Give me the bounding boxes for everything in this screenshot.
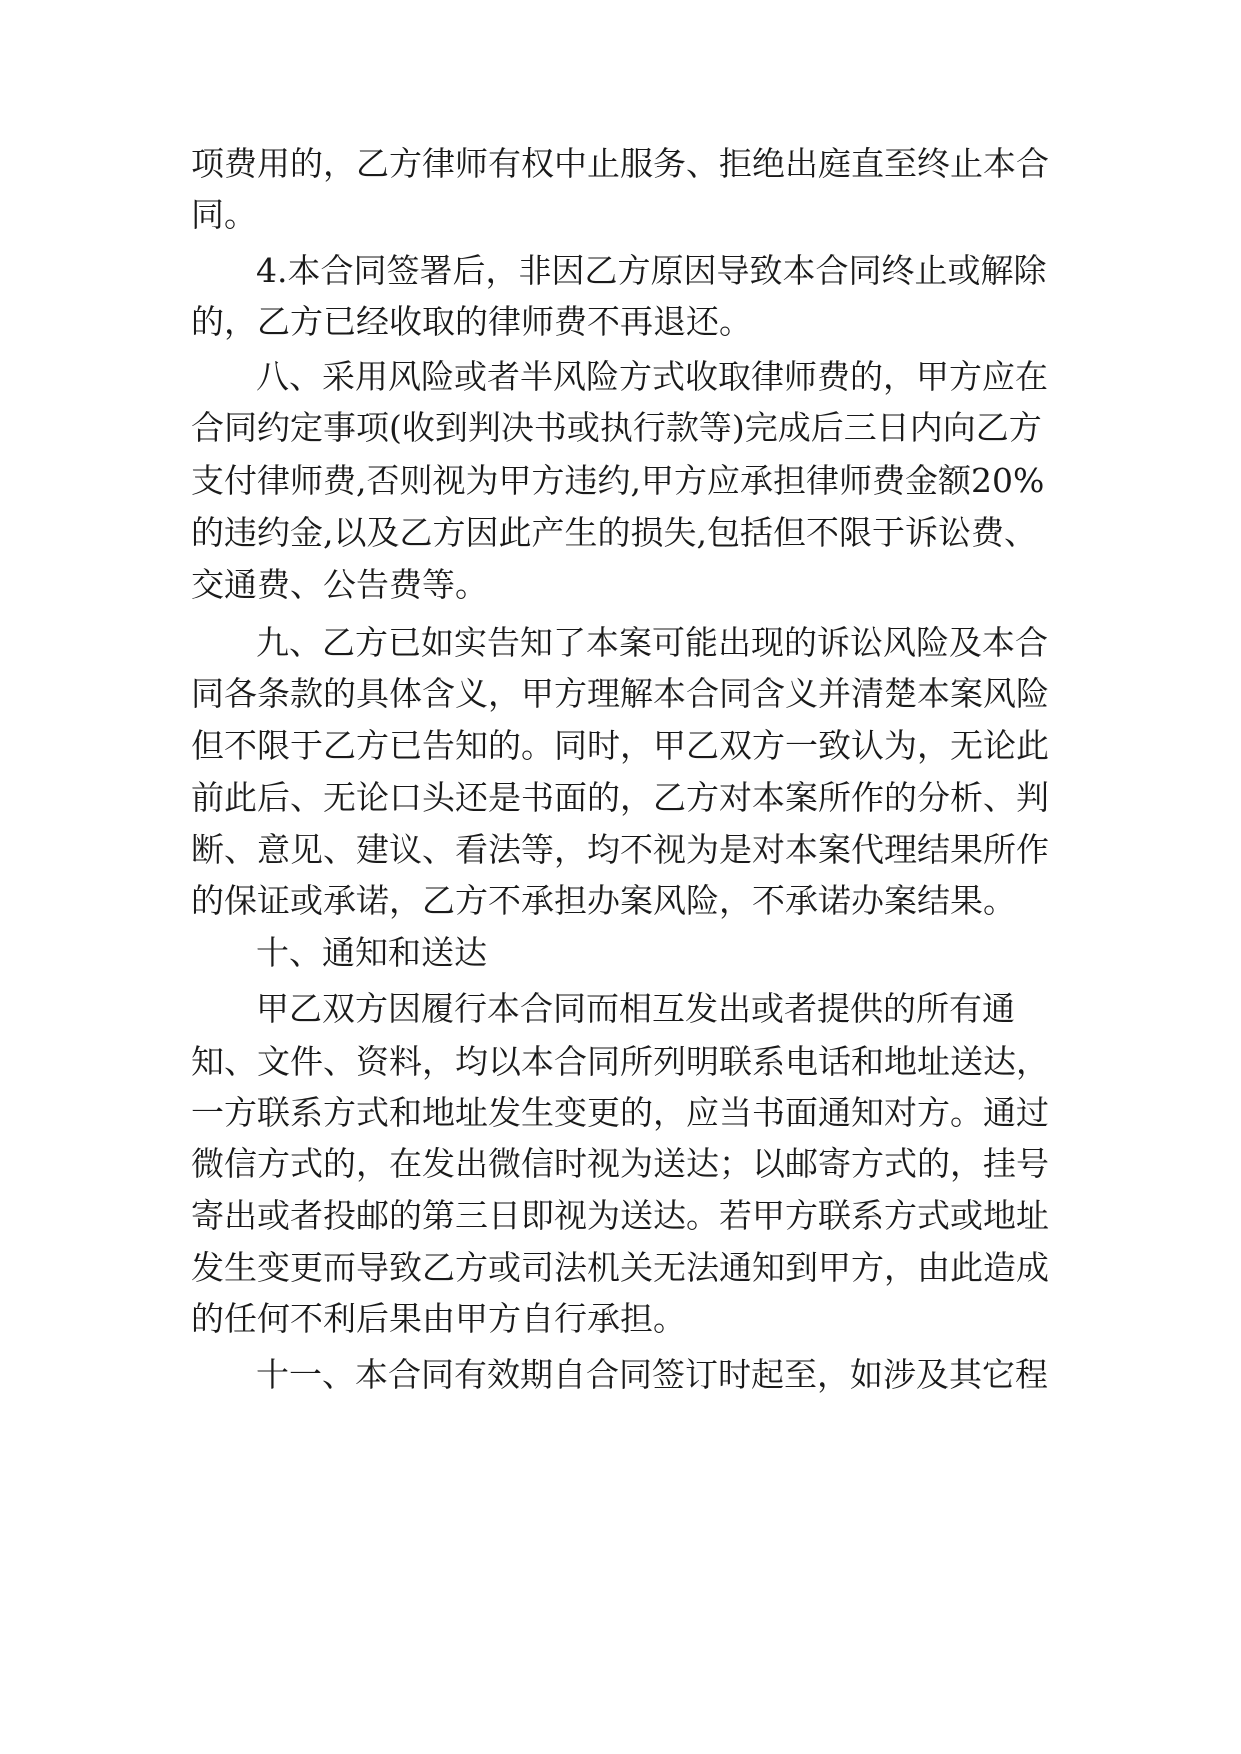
section-heading-notice: 十、通知和送达 <box>256 933 487 972</box>
text-line-9: 交通费、公告费等。 <box>191 565 488 604</box>
text-line-17: 甲乙双方因履行本合同而相互发出或者提供的所有通 <box>256 989 1015 1028</box>
text-line-5: 八、采用风险或者半风险方式收取律师费的，甲方应在 <box>256 357 1048 396</box>
text-line-23: 的任何不利后果由甲方自行承担。 <box>191 1299 686 1338</box>
text-line-3: 4.本合同签署后，非因乙方原因导致本合同终止或解除 <box>256 251 1047 290</box>
text-line-13: 前此后、无论口头还是书面的，乙方对本案所作的分析、判 <box>191 778 1049 817</box>
text-line-19: 一方联系方式和地址发生变更的，应当书面通知对方。通过 <box>191 1093 1049 1132</box>
text-line-14: 断、意见、建议、看法等，均不视为是对本案代理结果所作 <box>191 830 1049 869</box>
text-line-24: 十一、本合同有效期自合同签订时起至，如涉及其它程 <box>256 1355 1048 1394</box>
text-line-12: 但不限于乙方已告知的。同时，甲乙双方一致认为，无论此 <box>191 726 1049 765</box>
text-line-2: 同。 <box>191 195 257 234</box>
text-line-20: 微信方式的，在发出微信时视为送达；以邮寄方式的，挂号 <box>191 1144 1049 1183</box>
text-line-8: 的违约金,以及乙方因此产生的损失,包括但不限于诉讼费、 <box>191 513 1037 552</box>
text-line-15: 的保证或承诺，乙方不承担办案风险，不承诺办案结果。 <box>191 881 1016 920</box>
text-line-11: 同各条款的具体含义，甲方理解本合同含义并清楚本案风险 <box>191 674 1049 713</box>
text-line-1: 项费用的，乙方律师有权中止服务、拒绝出庭直至终止本合 <box>191 144 1049 183</box>
text-line-10: 九、乙方已如实告知了本案可能出现的诉讼风险及本合 <box>256 623 1048 662</box>
text-line-21: 寄出或者投邮的第三日即视为送达。若甲方联系方式或地址 <box>191 1196 1049 1235</box>
text-line-4: 的，乙方已经收取的律师费不再退还。 <box>191 302 752 341</box>
text-line-22: 发生变更而导致乙方或司法机关无法通知到甲方，由此造成 <box>191 1248 1049 1287</box>
text-line-18: 知、文件、资料，均以本合同所列明联系电话和地址送达， <box>191 1042 1049 1081</box>
text-line-7: 支付律师费,否则视为甲方违约,甲方应承担律师费金额20% <box>191 461 1045 500</box>
text-line-6: 合同约定事项(收到判决书或执行款等)完成后三日内向乙方 <box>191 408 1042 447</box>
